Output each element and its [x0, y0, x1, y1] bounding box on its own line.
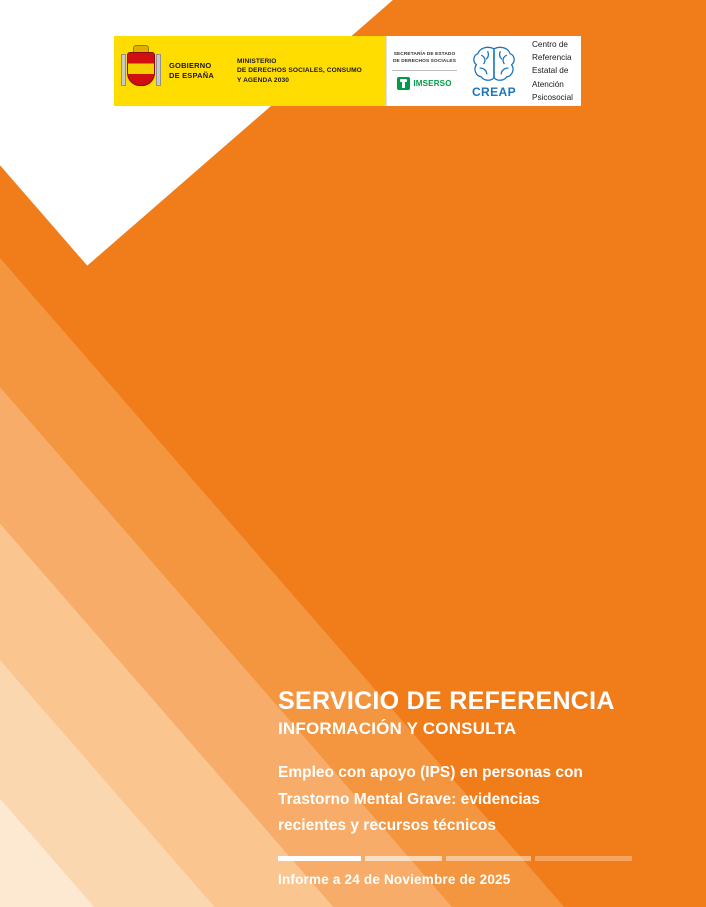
document-title-line3: recientes y recursos técnicos [278, 817, 496, 835]
ministerio-line1: MINISTERIO [237, 57, 277, 65]
centro-line5: Psicosocial [532, 92, 573, 102]
spain-coat-of-arms-icon [120, 45, 162, 97]
service-title: SERVICIO DE REFERENCIA [278, 687, 615, 715]
service-subtitle: INFORMACIÓN Y CONSULTA [278, 718, 517, 738]
secretaria-line2: DE DERECHOS SOCIALES [392, 58, 457, 64]
gobierno-de-espana-logo [114, 36, 386, 106]
brain-logo-icon [470, 44, 518, 84]
gobierno-line1: GOBIERNO [169, 61, 212, 71]
document-title [278, 760, 682, 840]
rule-segment [278, 856, 361, 861]
creap-acronym: CREAP [471, 84, 516, 99]
decorative-rule [278, 856, 632, 861]
secretaria-text [392, 52, 457, 72]
ministerio-line3: Y AGENDA 2030 [237, 76, 289, 84]
rule-segment [446, 856, 531, 861]
centro-line2: Referencia [532, 53, 572, 63]
secretaria-imserso-logo [386, 36, 462, 106]
centro-line4: Atención [532, 79, 564, 89]
centro-line3: Estatal de [532, 66, 569, 76]
creap-logo [462, 36, 526, 106]
rule-segment [535, 856, 632, 861]
document-title-line1: Empleo con apoyo (IPS) en personas con [278, 763, 583, 781]
gobierno-text [169, 61, 227, 81]
ministerio-text [227, 57, 362, 86]
imserso-logo-icon [397, 77, 410, 90]
ministerio-line2: DE DERECHOS SOCIALES, CONSUMO [237, 67, 362, 75]
cover-title-block [278, 688, 682, 840]
centro-line1: Centro de [532, 39, 568, 49]
report-date: Informe a 24 de Noviembre de 2025 [278, 872, 511, 887]
gobierno-line2: DE ESPAÑA [169, 71, 215, 80]
secretaria-line1: SECRETARÍA DE ESTADO [393, 51, 456, 57]
centro-referencia-name [526, 36, 581, 106]
rule-segment [365, 856, 442, 861]
document-title-line2: Trastorno Mental Grave: evidencias [278, 790, 540, 808]
imserso-logo [392, 71, 457, 90]
imserso-label: IMSERSO [413, 79, 452, 89]
institutional-logo-bar [114, 36, 581, 106]
